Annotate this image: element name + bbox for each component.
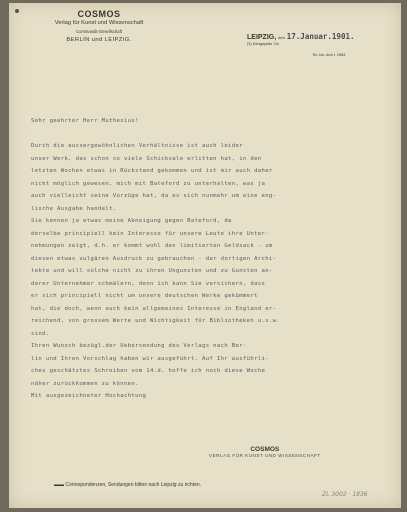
- stamp-line: VERLAG FÜR KUNST UND WISSENSCHAFT: [209, 453, 321, 458]
- body-line: lische Ausgabe handelt.: [31, 205, 117, 212]
- letterhead: [29, 9, 169, 43]
- punch-hole: [15, 9, 19, 13]
- letterhead-cities: BERLIN und LEIPZIG.: [66, 37, 132, 43]
- body-line: nicht möglich gewesen, mich mit Bateford zu unterhalten, was ja: [31, 180, 266, 187]
- body-line: sind.: [31, 330, 50, 337]
- body-line: Ihren Wunsch bezügl.der Uebersendung des Verlags nach Ber-: [31, 343, 247, 349]
- body-line: hat, die doch, wenn auch kein allgemeines Interesse in England er-: [31, 305, 277, 312]
- letterhead-brand: COSMOS: [77, 9, 121, 19]
- body-line: letzten Wochen etwas in Rückstand gekommen und ist mir auch daher: [31, 168, 273, 174]
- body-line: auch vielleicht seine Vorzüge hat, da es sich nunmehr um eine eng-: [31, 193, 277, 199]
- body-line: lin und Ihren Vorschlag haben wir ausgeführt. Auf Ihr ausführli-: [31, 355, 269, 362]
- body-line: derselbe principiell kein Interesse für unsere Leute ihre Unter-: [31, 230, 269, 237]
- footer-note: [54, 482, 201, 488]
- letter-sheet: [9, 3, 401, 508]
- pencil-archive-note: ZL 3002 · 1836: [322, 491, 368, 498]
- body-line: nehmungen zeigt, d.h. er kommt wohl den limitierten Geldsack - um: [31, 243, 273, 249]
- body-line: näher zurückkommen zu können.: [31, 380, 139, 387]
- letter-date: 17.Januar.1901.: [286, 32, 355, 41]
- body-line: Durch die aussergewöhnlichen Verhältnisse ist auch leider: [31, 143, 243, 149]
- letterhead-company-form: Commandit-Gesellschaft: [76, 29, 122, 34]
- signature-stamp: [209, 446, 321, 458]
- body-line: er sich principiell nicht um unsere deutschen Werke gekümmert: [31, 293, 258, 299]
- body-line: unser Werk, das schon so viele Schicksale erlitten hat, in den: [31, 155, 262, 162]
- address: (3) Königsplatz 7/a: [247, 42, 279, 46]
- den-label: den: [278, 35, 285, 40]
- phone-number: Tel.-No. Amt I. 2984: [312, 53, 346, 57]
- body-line: diesen etwas vulgären Ausdruck zu gebrauchen - der dortigen Archi-: [31, 255, 277, 262]
- place-name: LEIPZIG,: [247, 34, 277, 41]
- letter-body: [31, 115, 391, 403]
- place-date-block: [247, 32, 355, 46]
- footer-rule-left: ▬▬: [54, 482, 66, 488]
- letterhead-subtitle: Verlag für Kunst und Wissenschaft: [54, 20, 144, 26]
- body-line: ches geschätztes Schreiben vom 14.d. hoffe ich noch diese Woche: [31, 368, 266, 374]
- footer-text: Correspondenzen, Sendungen bitten nach Leipzig zu richten.: [65, 482, 202, 488]
- body-line: Sie kennen ja etwas meine Abneigung gegen Bateford, da: [31, 218, 232, 224]
- stamp-brand: COSMOS: [250, 446, 280, 453]
- salutation: Sehr geehrter Herr Muthesius!: [31, 118, 139, 124]
- closing-line: Mit ausgezeichneter Hochachtung: [31, 393, 147, 399]
- body-line: reichend, von grossem Werte und Wichtigkeit für Bibliotheken u.s.w.: [31, 318, 281, 324]
- body-line: derer Unternehmer schmälern, denn ich kann Sie versichern, dass: [31, 280, 266, 287]
- body-line: tekte und will solche nicht zu ihren Ungunsten und zu Gunsten an-: [31, 268, 273, 274]
